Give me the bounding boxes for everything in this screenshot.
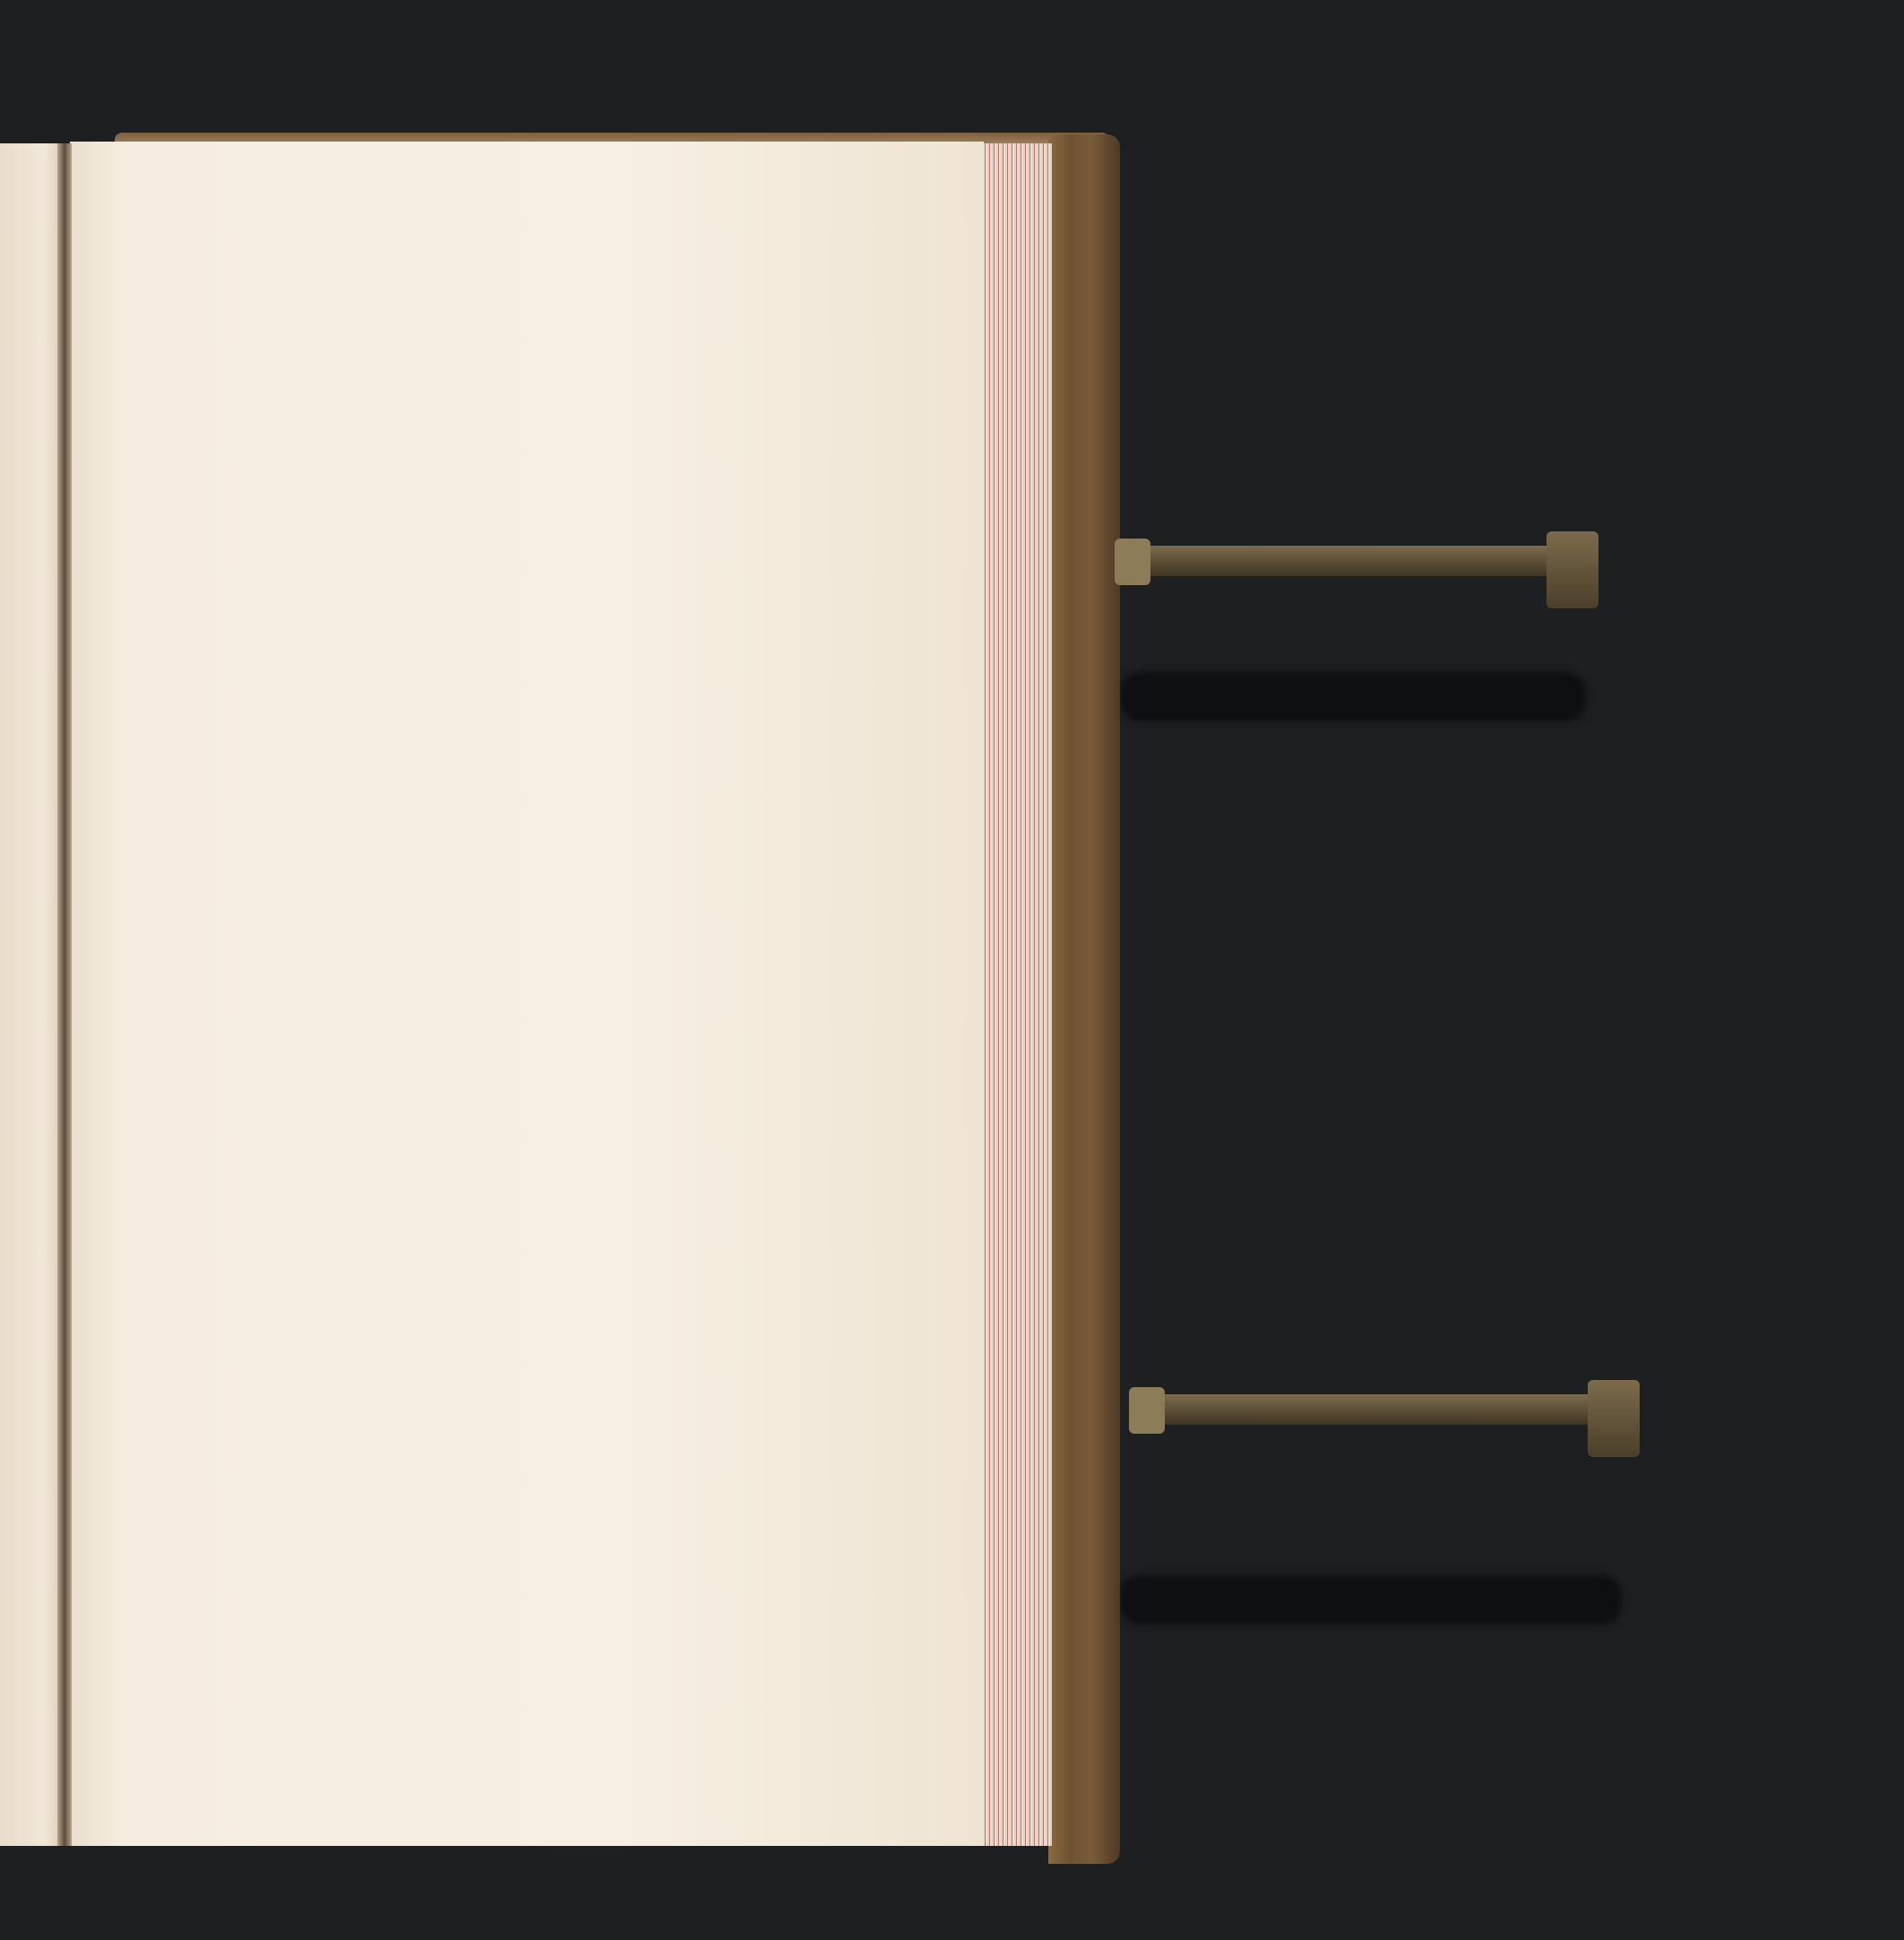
clasp-hinge <box>1129 1387 1165 1434</box>
cover-board <box>1048 134 1120 1864</box>
clasp-bar <box>1129 1394 1622 1425</box>
clasp-end <box>1588 1380 1640 1457</box>
clasp-end <box>1546 531 1598 608</box>
clasp-bar <box>1115 546 1581 576</box>
clasp-hinge <box>1115 539 1150 585</box>
clasp-lower <box>1129 1380 1640 1434</box>
left-page <box>0 143 65 1846</box>
page-edges <box>978 143 1052 1846</box>
gutter <box>57 143 72 1846</box>
clasp-upper <box>1115 531 1598 585</box>
clasp-shadow-lower <box>1120 1575 1622 1625</box>
clasp-shadow-upper <box>1120 672 1586 721</box>
right-page <box>70 142 984 1846</box>
